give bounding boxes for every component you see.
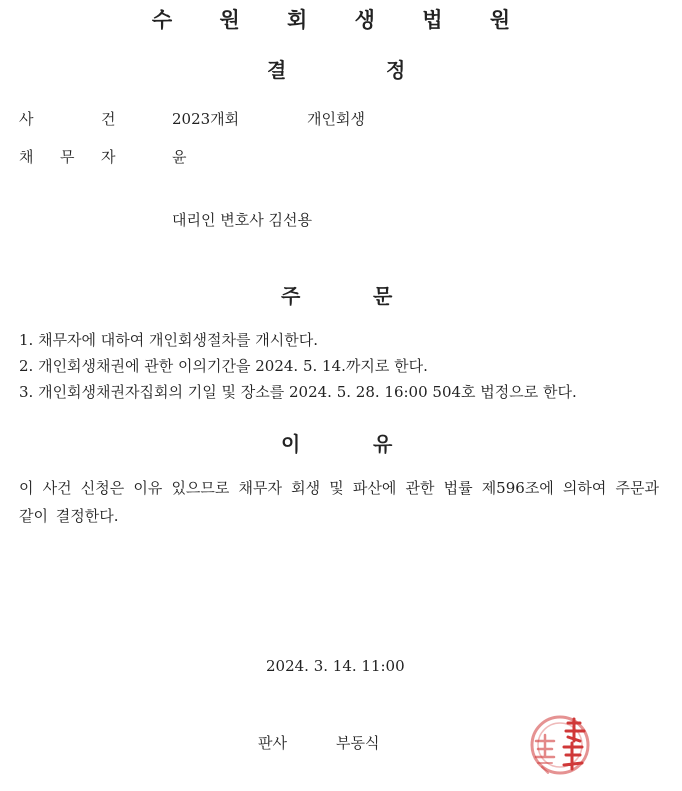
- judge-seal-icon: [522, 707, 598, 783]
- case-number: 2023개회: [172, 110, 240, 128]
- reason-heading-1: 이: [281, 432, 301, 456]
- reason-text: 이 사건 신청은 이유 있으므로 채무자 회생 및 파산에 관한 법률 제596조에 의하여 주문과 같이 결정한다.: [19, 479, 659, 525]
- case-type: 개인회생: [307, 110, 365, 128]
- reason-heading-2: 유: [373, 432, 393, 456]
- decision-date: 2024. 3. 14. 11:00: [266, 657, 405, 675]
- order-item-1: 1. 채무자에 대하여 개인회생절차를 개시한다.: [19, 331, 318, 349]
- debtor-label-2: 무: [60, 148, 75, 166]
- debtor-label-3: 자: [101, 148, 116, 166]
- order-heading-1: 주: [281, 284, 301, 308]
- case-label-1: 사: [19, 110, 34, 128]
- order-item-3: 3. 개인회생채권자집회의 기일 및 장소를 2024. 5. 28. 16:00 504호 법정으로 한다.: [19, 383, 577, 401]
- case-label-2: 건: [101, 110, 116, 128]
- decision-title-2: 정: [386, 58, 406, 82]
- debtor-name: 윤: [172, 148, 187, 166]
- judge-title: 판사: [258, 734, 287, 752]
- order-heading-2: 문: [373, 284, 393, 308]
- judge-name: 부동식: [336, 734, 380, 752]
- order-item-2: 2. 개인회생채권에 관한 이의기간을 2024. 5. 14.까지로 한다.: [19, 357, 428, 375]
- decision-title-1: 결: [267, 58, 287, 82]
- court-name: 수 원 회 생 법 원: [151, 8, 531, 32]
- debtor-label-1: 채: [19, 148, 34, 166]
- agent-attorney: 대리인 변호사 김선용: [172, 211, 312, 229]
